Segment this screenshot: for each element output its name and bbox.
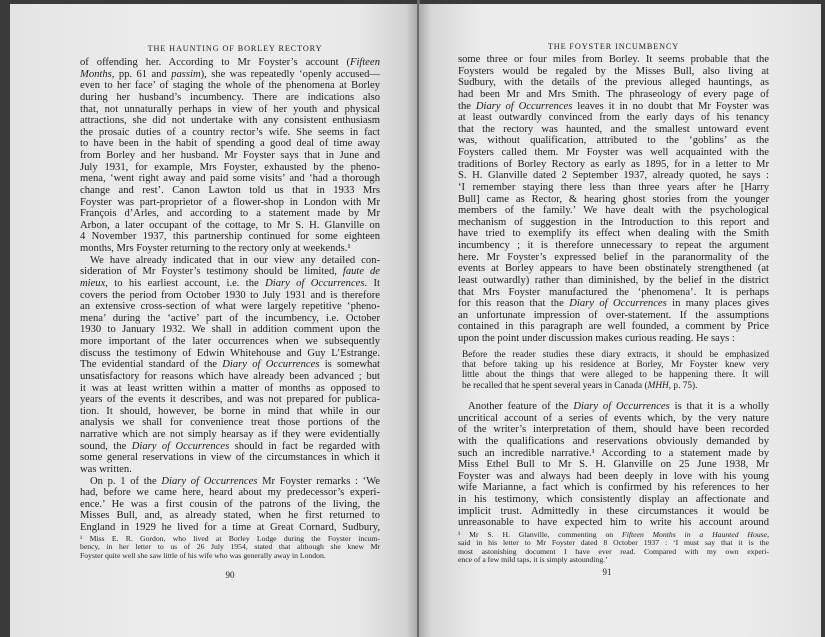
text: least outwardly) rather than diminished, by the belief in the district — [458, 274, 769, 286]
text: little about the things that were alleged to be happening there. It will — [462, 370, 769, 381]
text: during her husband’s incumbency. There are indications also — [80, 91, 380, 103]
text-line — [458, 66, 769, 78]
text-line — [80, 476, 380, 488]
text: the prosaic duties of a country rector’s wife. She seems in fact — [80, 126, 380, 138]
text-line — [458, 413, 769, 425]
text-line — [458, 135, 769, 147]
text: attractions, she did not undertake with any consistent enthusiasm — [80, 115, 380, 127]
text-line — [458, 517, 769, 529]
text-line — [80, 324, 380, 336]
text: implicit trust. Admittedly in these circumstances it would be — [458, 505, 769, 517]
text-line — [80, 243, 380, 255]
text: bency, in her letter to us of 26 July 1954, stated that although she knew Mr — [80, 542, 380, 552]
text-line — [462, 370, 769, 380]
text: should in fact be regarded with — [229, 440, 380, 452]
text: that, not unnaturally perhaps in view of her youth and physical — [80, 103, 380, 115]
text: uncritical account of a series of events which, by the very nature — [458, 412, 769, 424]
text-line — [458, 89, 769, 101]
running-head: THE FOYSTER INCUMBENCY — [547, 42, 680, 51]
text: it was at least written within a matter of months as opposed to — [80, 382, 380, 394]
text: of the writer’s interpretation of them, should have been recorded — [458, 424, 769, 436]
text: more important of the later occurrences when we subsequently — [80, 336, 380, 347]
text: sound, the — [80, 440, 132, 452]
text: 1930 to January 1932. We shall in addition comment upon the — [80, 324, 380, 336]
text: an extensive cross-section of what were largely repetitive ‘pheno- — [80, 301, 380, 313]
italic-text: Diary of Occurrences — [265, 277, 365, 289]
footnote — [80, 535, 380, 560]
text-line — [458, 448, 769, 460]
italic-text: Fifteen — [349, 57, 380, 68]
text-line — [80, 104, 380, 116]
right-page — [419, 4, 821, 637]
text: to have been in the habit of spending a good deal of time away — [80, 138, 380, 150]
text-line — [458, 124, 769, 136]
text: members of the family.’ We have dealt with the psychological — [458, 205, 769, 217]
text-line — [80, 394, 380, 406]
text-line — [80, 290, 380, 302]
text: with the qualifications and reservations obviously demanded by — [458, 435, 769, 447]
text-line — [458, 275, 769, 287]
text-line — [80, 173, 380, 185]
text: was written. — [80, 463, 132, 475]
text-line — [458, 471, 769, 483]
text: that before taking up his residence at Borley, Mr Foyster knew very — [462, 360, 769, 371]
text: Mr Foyster remarks : ‘We — [257, 475, 380, 487]
text: , to his earliest account, i.e. the — [105, 277, 266, 289]
text: was, without qualification, attributed to the ‘goblins’ as the — [458, 135, 769, 147]
text: unsatisfactory for reasons which have already been advanced ; but — [80, 370, 380, 382]
text: some general reservations in view of the circumstances in which it — [80, 452, 380, 464]
italic-text: Months — [80, 68, 112, 80]
text-line — [80, 150, 380, 162]
text-line — [80, 359, 380, 371]
paragraph — [80, 57, 380, 255]
text-line — [458, 401, 769, 413]
text: ence.’ He was a first cousin of the patrons of the living, the — [80, 498, 380, 510]
text-line — [458, 240, 769, 252]
text: Sudbury, with the details of the previous alleged hauntings, as — [458, 77, 769, 89]
italic-text: MHH — [647, 380, 669, 391]
main-text-continued — [458, 401, 769, 529]
text-line — [80, 185, 380, 197]
text: be recalled that he spent several years in Canada ( — [462, 380, 648, 391]
text-line — [80, 301, 380, 313]
text: traditions of Borley Rectory as early as 1895, for in a letter to Mr — [458, 158, 769, 170]
text-line — [458, 459, 769, 471]
text-line — [80, 220, 380, 232]
text-line — [458, 333, 769, 345]
text-line — [80, 429, 380, 441]
italic-text: Diary of Occurrences — [222, 359, 320, 371]
italic-text: faute de — [342, 266, 380, 278]
text-line — [80, 69, 380, 81]
text: Another feature of the — [468, 401, 574, 412]
text-line — [458, 101, 769, 113]
text: Miss Ethel Bull to Mr S. H. Glanville on 25 June 1938, Mr — [458, 459, 769, 471]
text-line — [80, 510, 380, 522]
running-head: THE HAUNTING OF BORLEY RECTORY — [147, 44, 323, 53]
text: Foysters would be regaled by the Misses Bull, also living at — [458, 65, 769, 77]
text: sideration of Mr Foyster’s testimony should be limited, — [80, 266, 343, 278]
text: The evidential standard of the — [80, 359, 223, 371]
text: wife Marianne, a fact which is confirmed by his references to her — [458, 482, 769, 494]
text-line — [80, 57, 380, 69]
italic-text: Diary of Occurrences — [131, 440, 230, 452]
text-line — [458, 494, 769, 506]
text-line — [80, 348, 380, 360]
text-line — [80, 499, 380, 511]
text: is that it is a wholly — [669, 401, 769, 412]
text-line — [458, 310, 769, 322]
text-line — [458, 228, 769, 240]
block-quote — [462, 350, 769, 391]
text: S. H. Glanville dated 2 September 1937, already quoted, he says : — [458, 170, 769, 182]
text: , p. 75). — [668, 380, 698, 391]
text: ¹ Mr S. H. Glanville, commenting on — [458, 530, 623, 539]
text-line — [80, 371, 380, 383]
text: ¹ Miss E. R. Gordon, who lived at Borley Lodge during the Foyster incum- — [80, 534, 380, 543]
text: , — [767, 530, 769, 539]
text: here. Mr Foyster’s expressed belief in the paranormality of the — [458, 251, 769, 263]
text: narrative which are not simply hearsay as if they were evidentially — [80, 429, 380, 440]
paragraph — [80, 255, 380, 476]
text: most astonishing document I have ever read. Compared with my own experi- — [458, 546, 769, 556]
text: mechanism of suggestion in the Introduction to this report and — [458, 216, 769, 228]
page-number: 90 — [225, 570, 235, 580]
text-line — [80, 266, 380, 278]
text: that Mrs Foyster manufactured the ‘phenomena’. It is perhaps — [458, 286, 769, 298]
text: some three or four miles from Borley. It seems probable that the — [458, 54, 769, 65]
text: contained in this paragraph are well founded, a comment by Price — [458, 321, 769, 333]
text-line — [458, 506, 769, 518]
text: Misses Bull, and, as already stated, when he first returned to — [80, 510, 380, 522]
text: mena’ during the ‘active’ part of the incumbency, i.e. October — [80, 312, 380, 324]
italic-text: mieux — [80, 277, 106, 289]
italic-text: Diary of Occurrences — [475, 100, 573, 112]
text-line — [80, 406, 380, 418]
text: ), she was repeatedly ‘openly accused— — [200, 68, 381, 80]
text-line — [80, 115, 380, 127]
text-line — [458, 482, 769, 494]
text: in his testimony, which consistently display an affectionate and — [458, 494, 769, 505]
text: discuss the testimony of Edwin Whitehouse and Guy L’Estrange. — [80, 347, 380, 359]
italic-text: Diary of Occurrences — [569, 298, 667, 310]
text: months, Mrs Foyster returning to the rectory only at weekends.¹ — [80, 243, 351, 254]
text: said in his letter to Mr Foyster dated 8 October 1937 : ‘I must say that it is the — [458, 538, 769, 548]
italic-text: passim — [171, 68, 201, 80]
text-line — [80, 552, 380, 560]
text-line — [458, 263, 769, 275]
text-line — [80, 441, 380, 453]
text: had been Mr and Mrs Smith. The phraseology of every page of — [458, 88, 769, 100]
text: Foyster quite well she saw little of his wife who was generally away in London. — [80, 550, 326, 560]
text-line — [458, 298, 769, 310]
text-line — [80, 452, 380, 464]
text-line — [462, 381, 769, 391]
text: covers the period from October 1930 to July 1931 and is therefore — [80, 289, 380, 301]
text: even to her face’ of staging the whole of the phenomena at Borley — [80, 80, 380, 92]
paragraph — [458, 401, 769, 529]
text: François d’Arles, and according to a statement made by Mr — [80, 208, 380, 220]
text: is somewhat — [319, 359, 381, 371]
text: such an incredible narrative.¹ According to a statement made by — [458, 447, 769, 459]
text-line — [458, 205, 769, 217]
text: , pp. 61 and — [111, 68, 172, 80]
text: change and rest’. Canon Lawton told us that in 1933 Mrs — [80, 184, 380, 196]
text-line — [80, 383, 380, 395]
text: Foysters called them. Mr Foyster was well acquainted with the — [458, 147, 769, 158]
text: events at Borley appears to have been obstinately strengthened (at — [458, 263, 769, 275]
text: July 1931, for example, Mrs Foyster, exhausted by the pheno- — [80, 161, 380, 173]
text: ‘I remember staying there less than three years after he [Harry — [458, 181, 769, 193]
text-line — [458, 217, 769, 229]
text-line — [462, 360, 769, 370]
text-line — [458, 287, 769, 299]
text: 4 November 1937, this partnership continued for some eighteen — [80, 231, 380, 243]
text-line — [458, 112, 769, 124]
text: unreasonable to have expected him to write his account around — [458, 517, 769, 529]
text-line — [458, 54, 769, 66]
text: in many places gives — [666, 298, 769, 310]
text: mena, ‘went right away and paid some visits’ and ‘had a thorough — [80, 173, 380, 185]
text: that the rectory was haunted, and the smallest untoward event — [458, 123, 769, 135]
text-line — [80, 336, 380, 348]
text-line — [80, 208, 380, 220]
text-line — [80, 255, 380, 267]
text-line — [80, 231, 380, 243]
text: of offending her. According to Mr Foyster’s account ( — [80, 57, 350, 68]
text: at least outwardly convinced from the early days of his tenancy — [458, 112, 769, 124]
text: the — [458, 100, 476, 112]
text-line — [458, 556, 769, 564]
text-line — [80, 487, 380, 499]
text: Before the reader studies these diary extracts, it should be emphasized — [462, 350, 769, 360]
text-line — [80, 197, 380, 209]
text: On p. 1 of the — [90, 475, 162, 487]
page-number: 91 — [602, 567, 612, 577]
text: have tried to exemplify its effect when dealing with the Smith — [458, 228, 769, 240]
paragraph — [458, 54, 769, 345]
main-text — [458, 54, 769, 345]
text-line — [80, 278, 380, 290]
text: Bull] came as Rector, & hearing ghost stories from the younger — [458, 193, 769, 205]
text-line — [458, 77, 769, 89]
text: tion. It should, however, be borne in mind that while in our — [80, 405, 380, 417]
text-line — [462, 350, 769, 360]
text-line — [80, 313, 380, 325]
text-line — [458, 321, 769, 333]
text-line — [80, 92, 380, 104]
text: leaves it in no doubt that Mr Foyster was — [572, 100, 769, 112]
text: . It — [364, 277, 380, 289]
text: We have already indicated that in our view any detailed con- — [90, 254, 380, 266]
text: had, before we came here, heard about my predecessor’s experi- — [80, 487, 380, 499]
text-line — [458, 170, 769, 182]
text: an unfortunate impression of over-statement. If the assumptions — [458, 309, 769, 321]
left-page — [10, 4, 418, 637]
text: upon the point under discussion makes curious reading. He says : — [458, 333, 735, 344]
footnote — [458, 531, 769, 565]
text: England in 1929 he lived for a time at Great Cornard, Sudbury, — [80, 522, 380, 533]
text-line — [80, 127, 380, 139]
text-line — [80, 522, 380, 534]
text: incumbency ; it is therefore unnecessary to repeat the argument — [458, 240, 769, 251]
text-line — [458, 252, 769, 264]
text: Foyster was part-proprietor of a flower-shop in London with Mr — [80, 196, 380, 208]
text-line — [80, 417, 380, 429]
text-line — [458, 147, 769, 159]
text-line — [80, 464, 380, 476]
italic-text: Diary of Occurrences — [161, 475, 258, 487]
text-line — [80, 80, 380, 92]
text: Arbon, a later occupant of the cottage, to Mr S. H. Glanville on — [80, 219, 380, 231]
main-text — [80, 57, 380, 534]
italic-text: Fifteen Months in a Haunted House — [622, 530, 768, 539]
text-line — [80, 162, 380, 174]
text-line — [458, 436, 769, 448]
text: for this reason that the — [458, 298, 570, 310]
text: ence of a few mild taps, it is simply astounding.’ — [458, 555, 608, 565]
text-line — [458, 424, 769, 436]
text-line — [458, 194, 769, 206]
text: from Borley and her husband. Mr Foyster says that in June and — [80, 150, 380, 161]
text-line — [458, 159, 769, 171]
italic-text: Diary of Occurrences — [573, 401, 670, 412]
text: analysis we shall for convenience treat those portions of the — [80, 417, 380, 429]
text: years of the events it describes, and was not prepared for publica- — [80, 394, 380, 406]
text-line — [80, 138, 380, 150]
text: Foyster was and always had been deeply in love with his young — [458, 470, 769, 482]
text-line — [458, 182, 769, 194]
paragraph — [80, 476, 380, 534]
